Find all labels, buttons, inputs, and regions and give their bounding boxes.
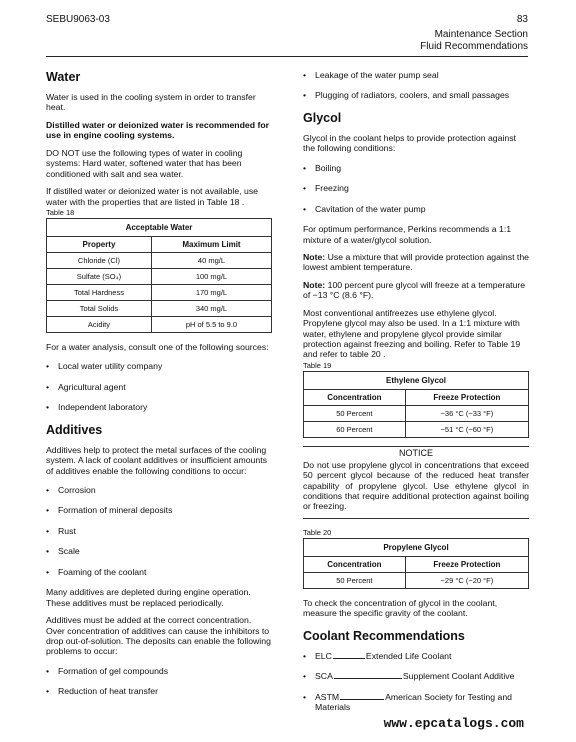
section-title: Maintenance Section: [434, 28, 528, 40]
table-ethylene-glycol: [303, 371, 529, 438]
list-item: • Local water utility company: [46, 361, 272, 371]
abbreviation-item: [303, 651, 529, 661]
paragraph: Additives help to protect the metal surfaces of the cooling system. A lack of coolant additives or insufficient amounts of additives enable the following conditions to occur:: [46, 444, 267, 476]
table-row: [47, 252, 272, 268]
paragraph: For optimum performance, Perkins recommends a 1:1 mixture of a water/glycol solution.: [303, 224, 512, 245]
list-item: • Leakage of the water pump seal: [303, 70, 529, 80]
problems-list: [46, 666, 272, 697]
additives-heading: Additives: [46, 422, 103, 437]
table-caption: Table 18: [46, 207, 75, 217]
list-item: • Corrosion: [46, 485, 272, 495]
table-propylene-glycol: [303, 538, 529, 589]
paragraph: Water is used in the cooling system in order to transfer heat.: [46, 92, 256, 113]
list-item: • Boiling: [303, 163, 529, 173]
table-title: Propylene Glycol: [304, 538, 529, 556]
list-item: • Freezing: [303, 183, 529, 193]
abbreviation: ASTM: [315, 691, 340, 702]
table-row: [47, 268, 272, 284]
notice-top-rule: [303, 446, 529, 447]
list-item: • Rust: [46, 526, 272, 536]
table-title: Ethylene Glycol: [304, 371, 529, 389]
table-cell: 170 mg/L: [151, 284, 271, 300]
paragraph: Many additives are depleted during engine operation. These additives must be replaced periodically.: [46, 587, 251, 608]
table-title: Acceptable Water: [47, 218, 272, 236]
paragraph: DO NOT use the following types of water in cooling systems: Hard water, softened water that has been conditioned with salt and sea water.: [46, 147, 243, 179]
table-cell: Total Solids: [47, 300, 152, 316]
watermark-url: www.epcatalogs.com: [383, 716, 524, 731]
notice-bottom-rule: [303, 518, 529, 519]
abbreviation-item: [303, 692, 529, 713]
coolant-recommendations-heading: Coolant Recommendations: [303, 628, 465, 643]
table-row: [47, 300, 272, 316]
list-item: • Cavitation of the water pump: [303, 204, 529, 214]
table-cell: 340 mg/L: [151, 300, 271, 316]
paragraph: For a water analysis, consult one of the following sources:: [46, 341, 269, 352]
list-item: • Foaming of the coolant: [46, 567, 272, 577]
note-label: Note:: [303, 251, 326, 262]
table-cell: pH of 5.5 to 9.0: [151, 316, 271, 332]
note-paragraph: [303, 280, 529, 301]
list-item: • Agricultural agent: [46, 382, 272, 392]
paragraph-bold: Distilled water or deionized water is recommended for use in engine cooling systems.: [46, 119, 270, 141]
paragraph: Most conventional antifreezes use ethylene glycol. Propylene glycol may also be used. In a 1:1 mixture with water, ethylene and propylene glycol provide similar protection against freezing and boiling. Refer to Table 19 and refer to table 20 .: [303, 307, 521, 360]
header-divider: [46, 56, 528, 57]
conditions-list: [46, 485, 272, 577]
table-row: [47, 284, 272, 300]
list-item: • Formation of mineral deposits: [46, 505, 272, 515]
table-cell: 60 Percent: [304, 421, 406, 437]
table-cell: −29 °C (−20 °F): [405, 572, 528, 588]
leader-line: [340, 692, 384, 700]
notice-title: NOTICE: [398, 447, 433, 458]
abbreviation: SCA: [315, 671, 333, 682]
problems-list-continued: [303, 70, 529, 101]
table-cell: 50 Percent: [304, 572, 406, 588]
table-cell: Chloride (Cl): [47, 252, 152, 268]
page-number: 83: [516, 14, 528, 25]
abbreviation-meaning: American Society for Testing and Materials: [315, 691, 512, 713]
paragraph: If distilled water or deionized water is not available, use water with the properties that are listed in Table 18 .: [46, 186, 258, 207]
table-header: Property: [47, 236, 152, 252]
table-cell: 100 mg/L: [151, 268, 271, 284]
table-cell: Acidity: [47, 316, 152, 332]
page-header-right: [420, 14, 528, 54]
list-item: • Reduction of heat transfer: [46, 686, 272, 696]
table-row: [304, 421, 529, 437]
list-item: • Plugging of radiators, coolers, and small passages: [303, 90, 529, 100]
abbreviation: ELC: [315, 650, 332, 661]
leader-line: [334, 671, 402, 679]
list-item: • Scale: [46, 546, 272, 556]
note-label: Note:: [303, 279, 326, 290]
table-caption: Table 19: [303, 360, 332, 370]
table-cell: Total Hardness: [47, 284, 152, 300]
abbreviations-list: [303, 651, 529, 713]
table-header: Concentration: [304, 556, 406, 572]
table-cell: Sulfate (SO₄): [47, 268, 152, 284]
right-column: [303, 70, 529, 722]
table-row: [304, 405, 529, 421]
note-text: 100 percent pure glycol will freeze at a temperature of −13 °C (8.6 °F).: [303, 279, 526, 301]
water-heading: Water: [46, 70, 81, 84]
glycol-heading: Glycol: [303, 110, 342, 125]
note-text: Use a mixture that will provide protection against the lowest ambient temperature.: [303, 251, 529, 273]
table-cell: 50 Percent: [304, 405, 406, 421]
abbreviation-meaning: Extended Life Coolant: [365, 650, 452, 661]
paragraph: To check the concentration of glycol in the coolant, measure the specific gravity of the coolant.: [303, 597, 498, 619]
table-header: Maximum Limit: [151, 236, 271, 252]
left-column: [46, 70, 272, 707]
table-header: Freeze Protection: [405, 556, 528, 572]
sources-list: [46, 361, 272, 412]
table-cell: −36 °C (−33 °F): [405, 405, 528, 421]
abbreviation-meaning: Supplement Coolant Additive: [402, 671, 515, 682]
table-cell: −51 °C (−60 °F): [405, 421, 528, 437]
note-paragraph: [303, 252, 529, 273]
notice-text: Do not use propylene glycol in concentrations that exceed 50 percent glycol because of the reduced heat transfer capability of propylene glycol. Use ethylene glycol in conditions that require additional protection against boiling or freezing.: [303, 459, 529, 512]
paragraph: Additives must be added at the correct concentration. Over concentration of additives can cause the inhibitors to drop out-of-solution. The deposits can enable the following problems to occur:: [46, 615, 271, 657]
table-caption: Table 20: [303, 527, 332, 537]
document-id: SEBU9063-03: [46, 14, 110, 25]
table-header: Concentration: [304, 389, 406, 405]
table-acceptable-water: [46, 218, 272, 333]
paragraph: Glycol in the coolant helps to provide protection against the following conditions:: [303, 132, 516, 154]
table-cell: 40 mg/L: [151, 252, 271, 268]
list-item: • Independent laboratory: [46, 402, 272, 412]
list-item: • Formation of gel compounds: [46, 666, 272, 676]
leader-line: [333, 651, 365, 659]
table-header: Freeze Protection: [405, 389, 528, 405]
glycol-conditions-list: [303, 163, 529, 214]
subsection-title: Fluid Recommendations: [420, 41, 528, 52]
table-row: [304, 572, 529, 588]
abbreviation-item: [303, 671, 529, 681]
table-row: [47, 316, 272, 332]
